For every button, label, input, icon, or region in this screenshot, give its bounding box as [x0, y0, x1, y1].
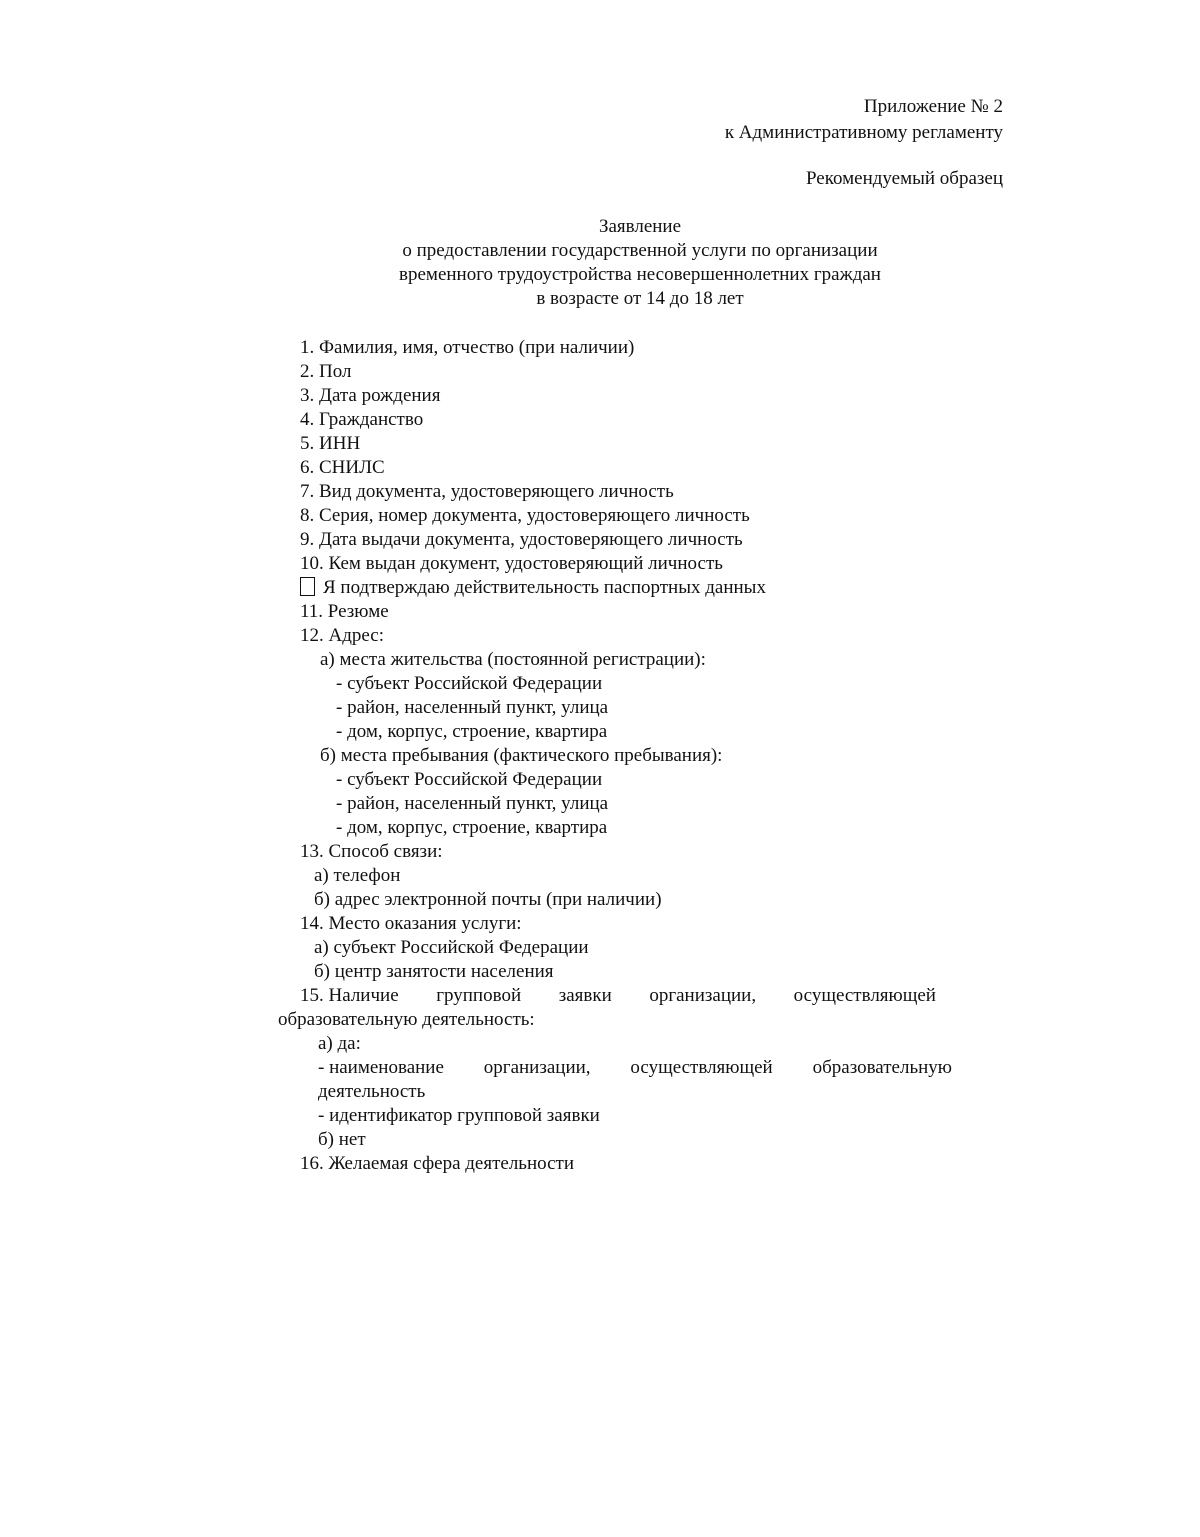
service-place-region: а) субъект Российской Федерации [314, 937, 589, 958]
org-name-word-3: осуществляющей [630, 1057, 773, 1078]
group-app-word-5: осуществляющей [793, 985, 936, 1006]
group-application-id: - идентификатор групповой заявки [318, 1105, 600, 1126]
field-id-document-issue-date: 9. Дата выдачи документа, удостоверяющего личность [300, 529, 743, 550]
group-app-word-1: 15. Наличие [300, 985, 399, 1006]
contact-phone: а) телефон [314, 865, 401, 886]
field-birth-date: 3. Дата рождения [300, 385, 441, 406]
title-line-4: в возрасте от 14 до 18 лет [536, 288, 744, 309]
field-id-document-type: 7. Вид документа, удостоверяющего личность [300, 481, 674, 502]
org-name-word-2: организации, [483, 1057, 591, 1078]
org-name-row [318, 1056, 952, 1080]
passport-confirm-checkbox[interactable] [300, 577, 315, 596]
field-service-place: 14. Место оказания услуги: [300, 913, 522, 934]
sample-label: Рекомендуемый образец [805, 168, 1003, 189]
group-application-yes: а) да: [318, 1033, 361, 1054]
field-group-application [300, 984, 936, 1008]
contact-email: б) адрес электронной почты (при наличии) [314, 889, 662, 910]
address-stay-street: - район, населенный пункт, улица [336, 793, 609, 814]
field-resume: 11. Резюме [300, 601, 389, 622]
address-residence-street: - район, населенный пункт, улица [336, 697, 609, 718]
field-inn: 5. ИНН [300, 433, 361, 454]
field-contact-method: 13. Способ связи: [300, 841, 443, 862]
address-stay-heading: б) места пребывания (фактического пребывания): [320, 745, 723, 766]
appendix-header [725, 94, 1003, 146]
appendix-number: Приложение № 2 [863, 96, 1003, 117]
field-citizenship: 4. Гражданство [300, 409, 424, 430]
field-id-document-number: 8. Серия, номер документа, удостоверяющего личность [300, 505, 750, 526]
title-line-1: Заявление [598, 216, 682, 237]
field-sex: 2. Пол [300, 361, 352, 382]
group-application-continuation: образовательную деятельность: [278, 1009, 535, 1030]
field-snils: 6. СНИЛС [300, 457, 385, 478]
org-name-word-1: - наименование [318, 1057, 444, 1078]
org-name-word-4: образовательную [812, 1057, 952, 1078]
address-residence-house: - дом, корпус, строение, квартира [336, 721, 608, 742]
address-stay-house: - дом, корпус, строение, квартира [336, 817, 608, 838]
title-line-3: временного трудоустройства несовершеннолетних граждан [399, 264, 881, 285]
address-stay-region: - субъект Российской Федерации [336, 769, 603, 790]
field-desired-activity: 16. Желаемая сфера деятельности [300, 1153, 575, 1174]
field-address: 12. Адрес: [300, 625, 385, 646]
address-residence-heading: а) места жительства (постоянной регистрации): [320, 649, 706, 670]
passport-confirm-label: Я подтверждаю действительность паспортных данных [323, 577, 766, 598]
field-id-document-issuer: 10. Кем выдан документ, удостоверяющий личность [300, 553, 723, 574]
org-name-continuation: деятельность [318, 1081, 426, 1102]
document-title [300, 215, 980, 311]
group-app-word-3: заявки [558, 985, 612, 1006]
service-place-employment-center: б) центр занятости населения [314, 961, 554, 982]
group-application-no: б) нет [318, 1129, 366, 1150]
passport-confirm-row[interactable] [300, 576, 766, 600]
appendix-reference: к Административному регламенту [724, 122, 1003, 143]
group-app-word-4: организации, [649, 985, 757, 1006]
field-full-name: 1. Фамилия, имя, отчество (при наличии) [300, 337, 635, 358]
title-line-2: о предоставлении государственной услуги по организации [402, 240, 878, 261]
address-residence-region: - субъект Российской Федерации [336, 673, 603, 694]
group-app-word-2: групповой [436, 985, 522, 1006]
